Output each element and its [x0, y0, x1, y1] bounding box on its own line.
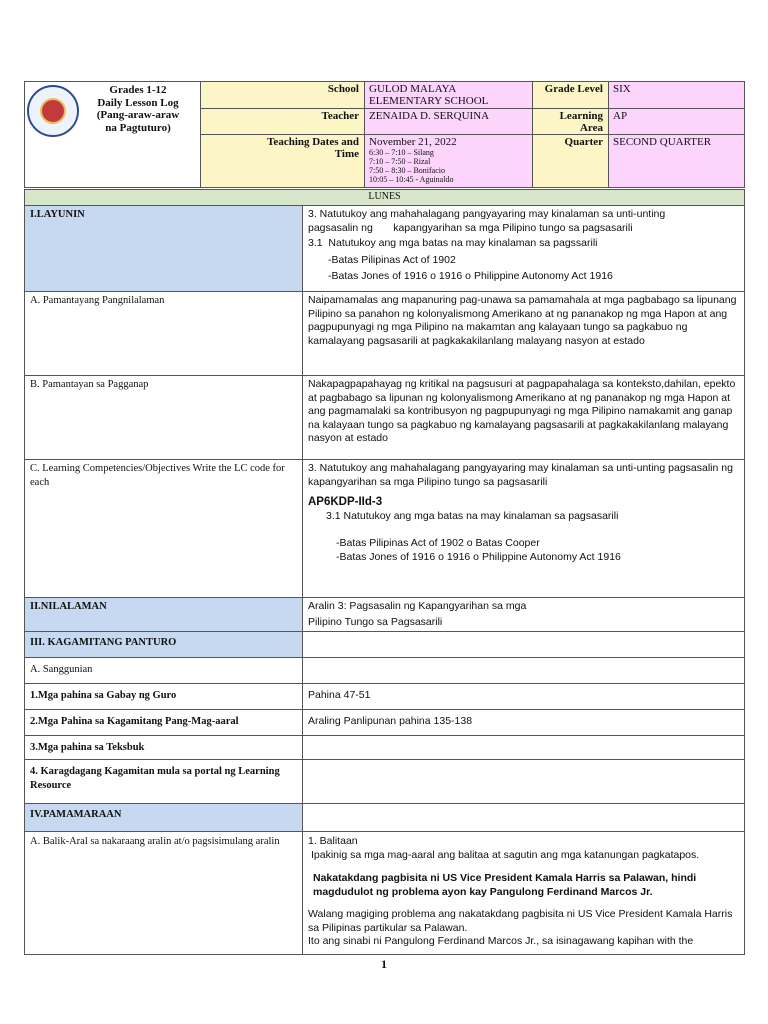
time-slot: 6:30 – 7:10 – Silang: [369, 148, 434, 157]
balik-line: 1. Balitaan: [308, 835, 358, 847]
teksbuk-label: 3.Mga pahina sa Teksbuk: [25, 736, 303, 760]
layunin-content: [303, 206, 745, 292]
kagamitan-content: [303, 632, 745, 658]
layunin-line: 3. Natutukoy ang mahahalagang pangyayaring may kinalaman sa unti-unting: [308, 208, 666, 220]
grade-level-label: Grade Level: [533, 82, 609, 109]
deped-seal-icon: [27, 85, 79, 137]
lesson-log-table: [24, 189, 745, 955]
teaching-dates-label-line: Time: [334, 148, 359, 160]
nilalaman-label: II.NILALAMAN: [25, 598, 303, 632]
learning-area-label: Learning Area: [533, 109, 609, 135]
pagganap-label: B. Pamantayan sa Pagganap: [25, 376, 303, 460]
layunin-line: -Batas Jones of 1916 o 1916 o Philippine Autonomy Act 1916: [328, 270, 613, 282]
pagganap-content: Nakapagpapahayag ng kritikal na pagsusuri at pagpapahalaga sa konteksto,dahilan, epekto at pagbabago sa lipunan ng kolonyalismong Amerikano at ng pananakop ng mga Hapon at ang pagmamalaki sa kontribusyon ng pagpupunyagi ng mga Pilipino namakamit ang ganap na kalayaan tungo sa pagkabuo ng kamalayang pagsasarili at pagkakakilanlang malayang nasyon at estado: [303, 376, 745, 460]
date-value: November 21, 2022: [369, 136, 457, 148]
sanggunian-content: [303, 658, 745, 684]
teacher-label: Teacher: [201, 109, 365, 135]
balik-line: Ipakinig sa mga mag-aaral ang balitaa at sagutin ang mga katanungan pagkatapos.: [311, 848, 700, 861]
balik-line: Walang magiging problema ang nakatakdang pagbisita ni US Vice President Kamala Harris sa Pilipinas partikular sa Palawan.: [308, 908, 733, 934]
header-title-line: (Pang-araw-araw: [96, 109, 180, 121]
balik-headline: Nakatakdang pagbisita ni US Vice President Kamala Harris sa Palawan, hindi magdudulot ng problema ayon kay Pangulong Ferdinand Marcos Jr.: [313, 872, 697, 898]
balik-line: Ito ang sinabi ni Pangulong Ferdinand Marcos Jr., sa isinagawang kapihan with the: [308, 935, 694, 947]
kagamitan-label: III. KAGAMITANG PANTURO: [25, 632, 303, 658]
gabay-label: 1.Mga pahina sa Gabay ng Guro: [25, 684, 303, 710]
sanggunian-label: A. Sanggunian: [25, 658, 303, 684]
kagamitan2-content: Araling Panlipunan pahina 135-138: [303, 710, 745, 736]
lc-sub: 3.1 Natutukoy ang mga batas na may kinalaman sa pagsasarili: [326, 509, 619, 522]
lc-bullet: -Batas Pilipinas Act of 1902 o Batas Cooper: [336, 537, 540, 549]
teacher-value: ZENAIDA D. SERQUINA: [365, 109, 533, 135]
pamantayan-content: Naipamamalas ang mapanuring pag-unawa sa pamamahala at mga pagbabago sa lipunang Pilipino sa panahon ng kolonyalismong Amerikano at ng pananakop ng mga Hapon at ang pagpupunyagi ng mga Pilipino na makamtan ang kalayaan tungo sa pagkabuo ng kamalayang pagsasarili at pagkakakilanlang malayang nasyon at estado: [303, 292, 745, 376]
layunin-label: I.LAYUNIN: [25, 206, 303, 292]
lc-bullet: -Batas Jones of 1916 o 1916 o Philippine Autonomy Act 1916: [336, 550, 621, 563]
learning-area-value: AP: [609, 109, 745, 135]
grade-level-value: SIX: [609, 82, 745, 109]
lc-code: AP6KDP-IId-3: [308, 496, 383, 508]
school-value-line: ELEMENTARY SCHOOL: [369, 95, 489, 107]
header-title-line: na Pagtuturo): [105, 121, 171, 134]
quarter-label: Quarter: [533, 135, 609, 188]
lc-line: 3. Natutukoy ang mahahalagang pangyayaring may kinalaman sa unti-unting pagsasalin ng kapangyarihan sa mga Pilipino tungo sa pagsasarili: [308, 462, 733, 488]
time-slot: 7:10 – 7:50 – Rizal: [369, 157, 431, 166]
nilalaman-line: Pilipino Tungo sa Pagsasarili: [308, 615, 443, 628]
layunin-line: -Batas Pilipinas Act of 1902: [328, 253, 456, 266]
balik-aral-label: A. Balik-Aral sa nakaraang aralin at/o pagsisimulang aralin: [25, 832, 303, 955]
teaching-dates-label-line: Teaching Dates and: [267, 136, 359, 148]
pamamaraan-label: IV.PAMAMARAAN: [25, 804, 303, 832]
balik-aral-content: [303, 832, 745, 955]
pamamaraan-content: [303, 804, 745, 832]
school-value-line: GULOD MALAYA: [369, 83, 457, 95]
pamantayan-label: A. Pamantayang Pangnilalaman: [25, 292, 303, 376]
header-table: [24, 81, 745, 188]
time-slot: 7:50 – 8:30 – Bonifacio: [369, 166, 445, 175]
time-slot: 10:05 – 10:45 - Aguinaldo: [369, 175, 454, 184]
school-value: [365, 82, 533, 109]
header-title-line: Grades 1-12: [109, 84, 167, 96]
day-header: LUNES: [25, 190, 745, 206]
teksbuk-content: [303, 736, 745, 760]
lc-label: C. Learning Competencies/Objectives Write the LC code for each: [25, 460, 303, 598]
header-title-line: Daily Lesson Log: [97, 96, 179, 109]
nilalaman-line: Aralin 3: Pagsasalin ng Kapangyarihan sa mga: [308, 600, 527, 612]
kagamitan2-label: 2.Mga Pahina sa Kagamitang Pang-Mag-aaral: [25, 710, 303, 736]
layunin-line: 3.1 Natutukoy ang mga batas na may kinalaman sa pagssarili: [308, 237, 598, 249]
nilalaman-content: [303, 598, 745, 632]
lc-content: [303, 460, 745, 598]
teaching-dates-value: [365, 135, 533, 188]
karagdagan-label: 4. Karagdagang Kagamitan mula sa portal ng Learning Resource: [25, 760, 303, 804]
quarter-value: SECOND QUARTER: [609, 135, 745, 188]
page-number: 1: [381, 957, 387, 971]
karagdagan-content: [303, 760, 745, 804]
school-label: School: [201, 82, 365, 109]
gabay-content: Pahina 47-51: [303, 684, 745, 710]
header-title-cell: [25, 82, 201, 188]
teaching-dates-label: [201, 135, 365, 188]
layunin-line: pagsasalin ng kapangyarihan sa mga Pilipino tungo sa pagsasarili: [308, 221, 633, 234]
